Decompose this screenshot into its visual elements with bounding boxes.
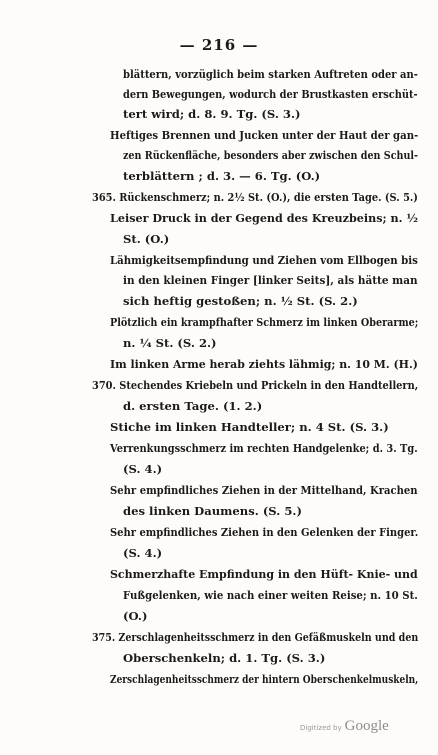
- text-line: Oberschenkeln; d. 1. Tg. (S. 3.): [123, 651, 326, 665]
- text-line: Im linken Arme herab ziehts lähmig; n. 10 M. (H.): [110, 357, 418, 371]
- text-line: des linken Daumens. (S. 5.): [123, 504, 302, 518]
- text-line: sich heftig gestoßen; n. ½ St. (S. 2.): [123, 294, 358, 308]
- digitized-watermark: [300, 718, 389, 735]
- text-line: Stiche im linken Handteller; n. 4 St. (S. 3.): [110, 420, 389, 434]
- text-line: 365. Rückenschmerz; n. 2½ St. (O.), die ersten Tage. (S. 5.): [92, 190, 418, 204]
- text-line: 370. Stechendes Kriebeln und Prickeln in den Handtellern,: [92, 378, 419, 392]
- text-line: Sehr empfindliches Ziehen in der Mittelhand, Krachen: [110, 483, 418, 497]
- page-number-header: — 216 —: [179, 36, 259, 54]
- text-line: Sehr empfindliches Ziehen in den Gelenken der Finger.: [110, 525, 419, 539]
- text-line: Leiser Druck in der Gegend des Kreuzbeins; n. ½: [110, 211, 419, 225]
- text-line: 375. Zerschlagenheitsschmerz in den Gefäßmuskeln und den: [92, 630, 419, 644]
- text-line: Plötzlich ein krampfhafter Schmerz im linken Oberarme;: [110, 315, 419, 329]
- text-line: in den kleinen Finger [linker Seits], als hätte man: [123, 273, 418, 287]
- text-line: Heftiges Brennen und Jucken unter der Haut der gan-: [110, 128, 419, 142]
- text-line: Zerschlagenheitsschmerz der hintern Oberschenkelmuskeln,: [110, 672, 419, 686]
- text-line: (S. 4.): [123, 462, 163, 476]
- text-line: dern Bewegungen, wodurch der Brustkasten erschüt-: [123, 87, 418, 101]
- text-line: zen Rückenfläche, besonders aber zwischen den Schul-: [123, 148, 419, 162]
- text-line: tert wird; d. 8. 9. Tg. (S. 3.): [123, 107, 301, 121]
- text-line: d. ersten Tage. (1. 2.): [123, 399, 263, 413]
- text-line: terblättern ; d. 3. — 6. Tg. (O.): [123, 169, 321, 183]
- text-line: (S. 4.): [123, 546, 163, 560]
- text-line: blättern, vorzüglich beim starken Auftreten oder an-: [123, 67, 418, 81]
- text-line: Verrenkungsschmerz im rechten Handgelenke; d. 3. Tg.: [110, 441, 418, 455]
- text-line: Lähmigkeitsempfindung und Ziehen vom Ellbogen bis: [110, 253, 418, 267]
- text-line: n. ¼ St. (S. 2.): [123, 336, 217, 350]
- text-line: Fußgelenken, wie nach einer weiten Reise; n. 10 St.: [123, 588, 418, 602]
- text-line: Schmerzhafte Empfindung in den Hüft- Knie- und: [110, 567, 418, 581]
- google-logo: Google: [344, 718, 389, 734]
- text-line: St. (O.): [123, 232, 170, 246]
- digitized-label: Digitized by: [300, 724, 342, 732]
- text-line: (O.): [123, 609, 148, 623]
